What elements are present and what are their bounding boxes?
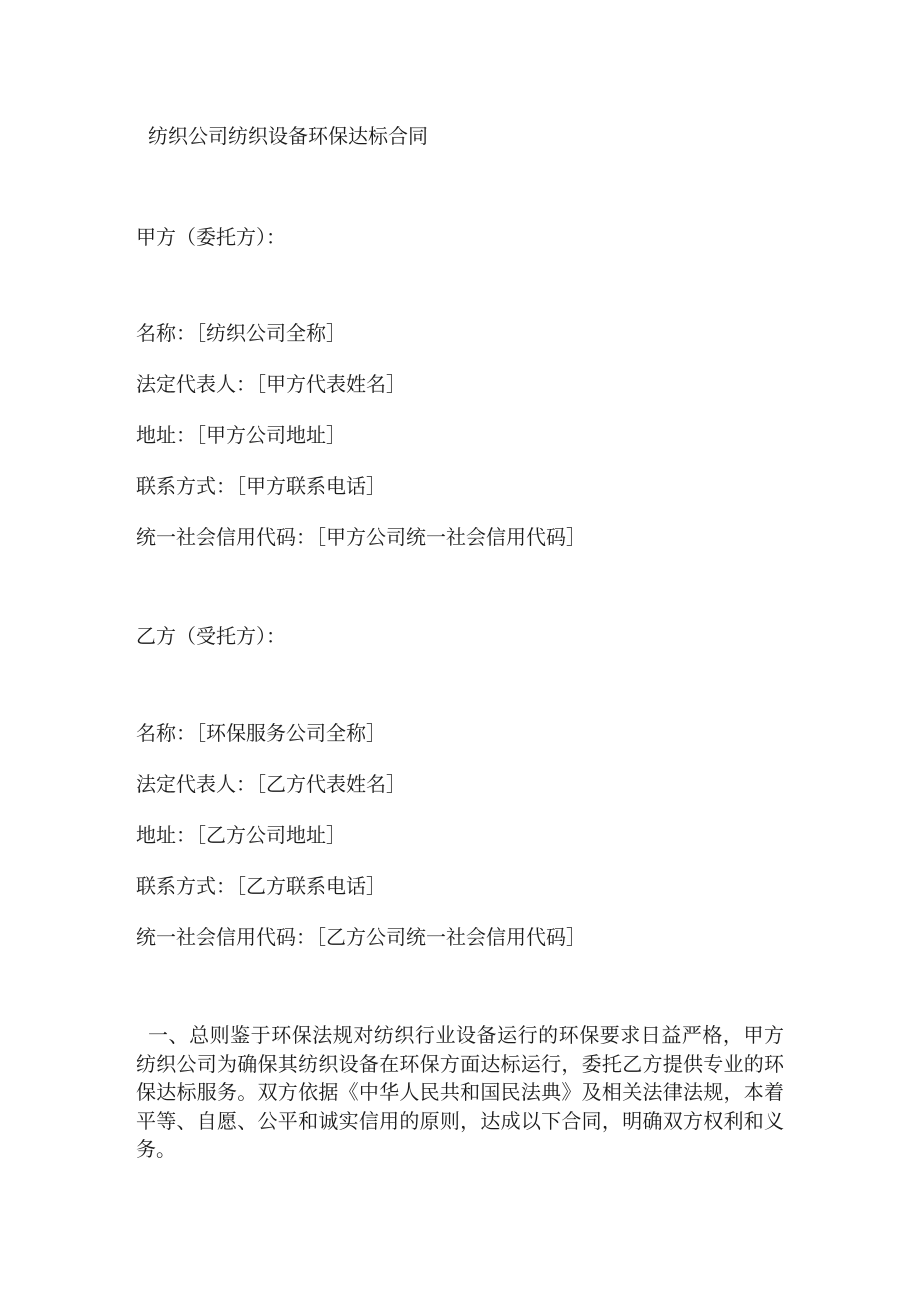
document-title: 纺织公司纺织设备环保达标合同 xyxy=(148,124,428,148)
party-b-address: 地址：［乙方公司地址］ xyxy=(136,823,346,847)
party-a-address: 地址：［甲方公司地址］ xyxy=(136,423,346,447)
party-b-heading: 乙方（受托方）： xyxy=(136,624,286,648)
party-b-credit-code: 统一社会信用代码：［乙方公司统一社会信用代码］ xyxy=(136,925,586,949)
party-a-name: 名称：［纺织公司全称］ xyxy=(136,321,346,345)
party-b-legal-rep: 法定代表人：［乙方代表姓名］ xyxy=(136,772,406,796)
party-a-credit-code: 统一社会信用代码：［甲方公司统一社会信用代码］ xyxy=(136,525,586,549)
party-b-contact: 联系方式：［乙方联系电话］ xyxy=(136,874,386,898)
party-a-legal-rep: 法定代表人：［甲方代表姓名］ xyxy=(136,372,406,396)
section-1-general-provisions: 一、总则鉴于环保法规对纺织行业设备运行的环保要求日益严格，甲方纺织公司为确保其纺织设备在环保方面达标运行，委托乙方提供专业的环保达标服务。双方依据《中华人民共和国民法典》及相关法律法规，本着平等、自愿、公平和诚实信用的原则，达成以下合同，明确双方权利和义务。 xyxy=(136,1023,784,1161)
party-a-heading: 甲方（委托方）： xyxy=(136,225,286,249)
party-a-contact: 联系方式：［甲方联系电话］ xyxy=(136,474,386,498)
party-b-name: 名称：［环保服务公司全称］ xyxy=(136,721,386,745)
